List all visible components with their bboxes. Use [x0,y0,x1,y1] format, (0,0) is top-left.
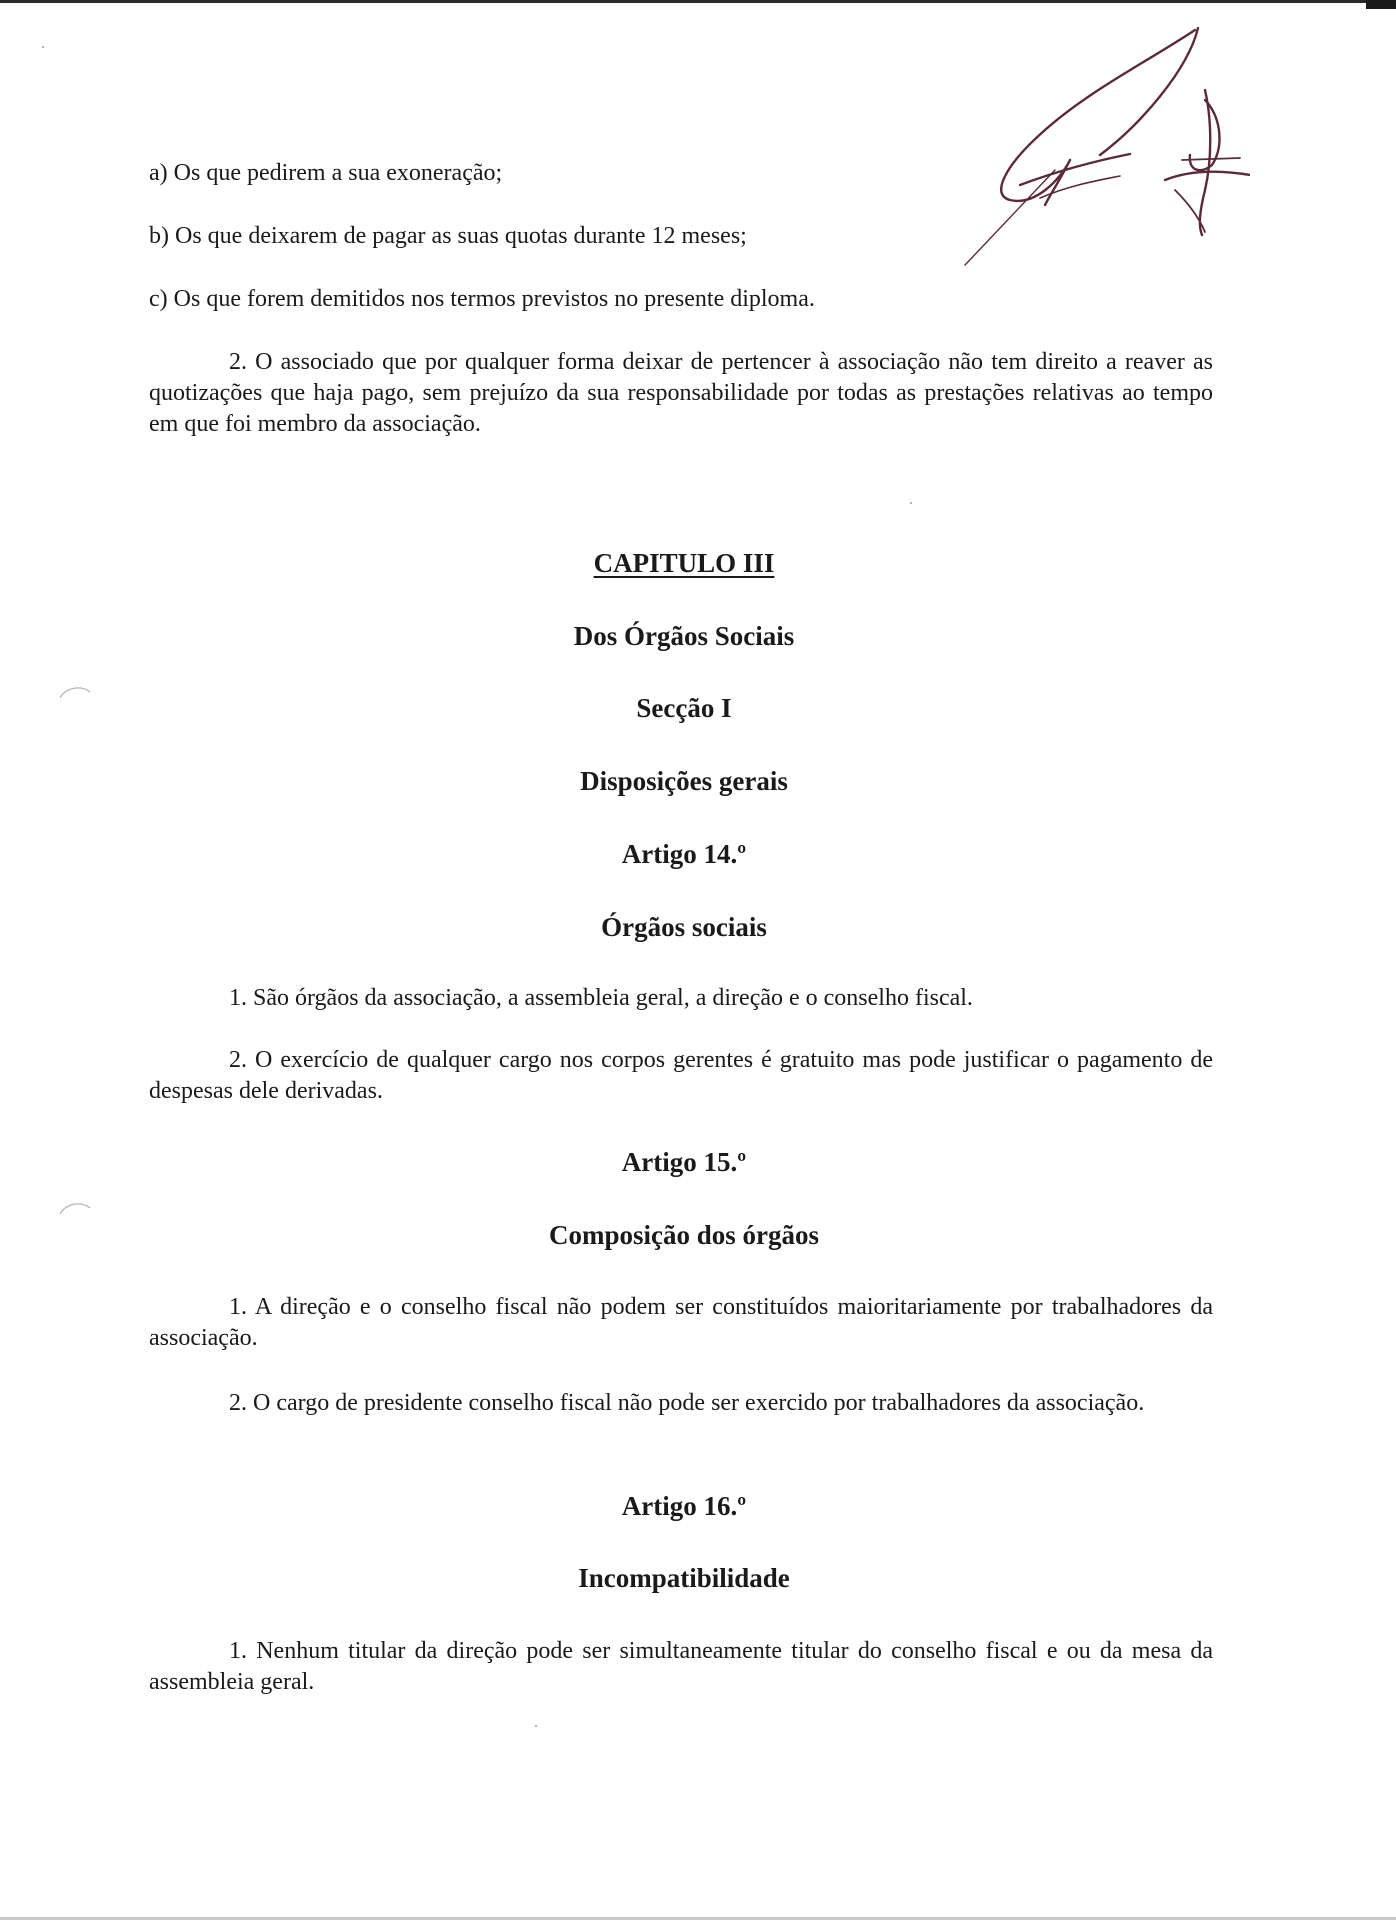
article-14-paragraph-1: 1. São órgãos da associação, a assembleia geral, a direção e o conselho fiscal. [229,985,973,1011]
list-item-b: b) Os que deixarem de pagar as suas quotas durante 12 meses; [149,223,747,249]
article-14-title: Órgãos sociais [601,912,767,942]
article-14-heading: Artigo 14.º [621,839,747,869]
chapter-heading: CAPITULO III [593,548,775,578]
article-15-paragraph-2: 2. O cargo de presidente conselho fiscal não pode ser exercido por trabalhadores da associação. [229,1390,1145,1416]
punch-hole-mark [58,684,92,700]
scan-top-edge [0,0,1396,3]
scan-corner-mark [1366,0,1396,9]
signature-initials [950,20,1250,270]
article-15-paragraph-1: 1. A direção e o conselho fiscal não podem ser constituídos maioritariamente por trabalhadores da associação. [149,1294,1213,1351]
article-14-paragraph-2: 2. O exercício de qualquer cargo nos corpos gerentes é gratuito mas pode justificar o pagamento de despesas dele derivadas. [149,1047,1213,1104]
section-heading: Secção I [636,693,732,723]
list-item-c: c) Os que forem demitidos nos termos previstos no presente diploma. [149,286,815,312]
article-15-heading: Artigo 15.º [621,1147,747,1177]
article-16-title: Incompatibilidade [578,1563,790,1593]
paragraph-exit: 2. O associado que por qualquer forma deixar de pertencer à associação não tem direito a reaver as quotizações que haja pago, sem prejuízo da sua responsabilidade por todas as prestações relativas ao tempo em que foi membro da associação. [149,349,1213,437]
article-16-paragraph-1: 1. Nenhum titular da direção pode ser simultaneamente titular do conselho fiscal e ou da mesa da assembleia geral. [149,1638,1213,1695]
article-16-heading: Artigo 16.º [621,1491,747,1521]
scan-speck [910,502,912,504]
scan-speck [535,1725,537,1727]
article-15-title: Composição dos órgãos [548,1220,819,1250]
chapter-title: Dos Órgãos Sociais [573,621,795,651]
section-title: Disposições gerais [580,766,788,796]
list-item-a: a) Os que pedirem a sua exoneração; [149,160,503,186]
punch-hole-mark [58,1200,92,1216]
scan-speck [42,46,44,48]
